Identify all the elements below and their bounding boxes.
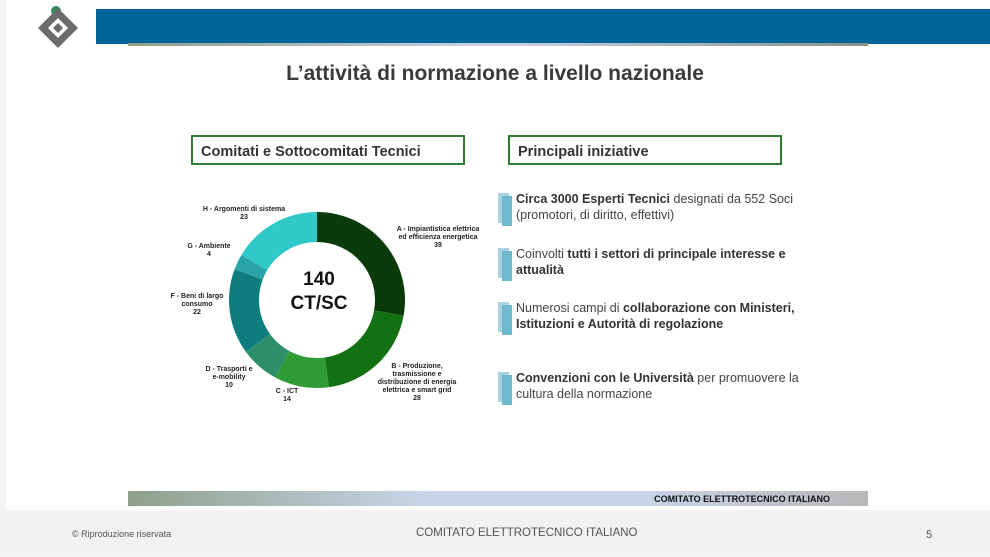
label-h: [198, 206, 290, 222]
label-h-text: H - Argomenti di sistema: [202, 206, 286, 213]
center-number: 140: [303, 269, 335, 290]
label-c: [272, 388, 302, 404]
label-g: [186, 243, 232, 259]
bullet-rest: per promuovere la cultura della normazione: [516, 371, 799, 401]
page-number: 5: [926, 529, 933, 541]
label-a-value: 39: [434, 242, 442, 249]
label-d-value: 10: [225, 382, 233, 389]
label-c-value: 14: [283, 396, 291, 403]
bullet-bold: tutti i settori di principale interesse e attualità: [516, 247, 786, 277]
label-b: [376, 363, 458, 403]
bullet-rest: designati da 552 Soci (promotori, di diritto, effettivi): [516, 192, 794, 222]
label-c-text: C - ICT: [275, 388, 299, 395]
label-a-text: A - Impiantistica elettrica ed efficienza energetica: [396, 226, 480, 241]
donut-center-total: [267, 268, 371, 316]
initiatives-header: Principali iniziative: [508, 135, 782, 165]
bullet-bold: Circa 3000 Esperti Tecnici: [516, 192, 671, 206]
center-unit: CT/SC: [290, 293, 348, 314]
footer: [0, 512, 990, 552]
bullet-text: [516, 246, 816, 278]
label-f: [168, 293, 226, 317]
bullet-marker-icon: [498, 193, 512, 223]
label-f-value: 22: [193, 309, 201, 316]
bottom-band: [128, 491, 868, 506]
bottom-band-text: COMITATO ELETTROTECNICO ITALIANO: [654, 494, 830, 504]
bullet-pre: Coinvolti: [516, 247, 568, 261]
label-b-value: 28: [413, 395, 421, 402]
bullet-marker-icon: [498, 372, 512, 402]
bullet-bold: Convenzioni con le Università: [516, 371, 694, 385]
label-b-text: B - Produzione, trasmissione e distribuzione di energia elettrica e smart grid: [377, 363, 457, 394]
footer-copyright: © Riproduzione riservata: [72, 529, 172, 539]
bullet-pre: Numerosi campi di: [516, 301, 623, 315]
footer-organization: COMITATO ELETTROTECNICO ITALIANO: [416, 527, 638, 539]
label-g-text: G - Ambiente: [187, 243, 231, 250]
label-a: [394, 226, 482, 250]
label-d: [202, 366, 256, 390]
committees-header: Comitati e Sottocomitati Tecnici: [191, 135, 465, 165]
label-d-text: D - Trasporti e e-mobility: [205, 366, 253, 381]
bullet-marker-icon: [498, 248, 512, 278]
label-h-value: 23: [240, 214, 248, 221]
label-f-text: F - Beni di largo consumo: [170, 293, 224, 308]
bullet-text: [516, 191, 816, 223]
label-g-value: 4: [207, 251, 211, 258]
bullet-marker-icon: [498, 302, 512, 332]
slide-title: L’attività di normazione a livello nazionale: [286, 62, 704, 85]
bullet-text: [516, 300, 816, 332]
bullet-bold: collaborazione con Ministeri, Istituzioni e Autorità di regolazione: [516, 301, 795, 331]
bullet-text: [516, 370, 816, 402]
